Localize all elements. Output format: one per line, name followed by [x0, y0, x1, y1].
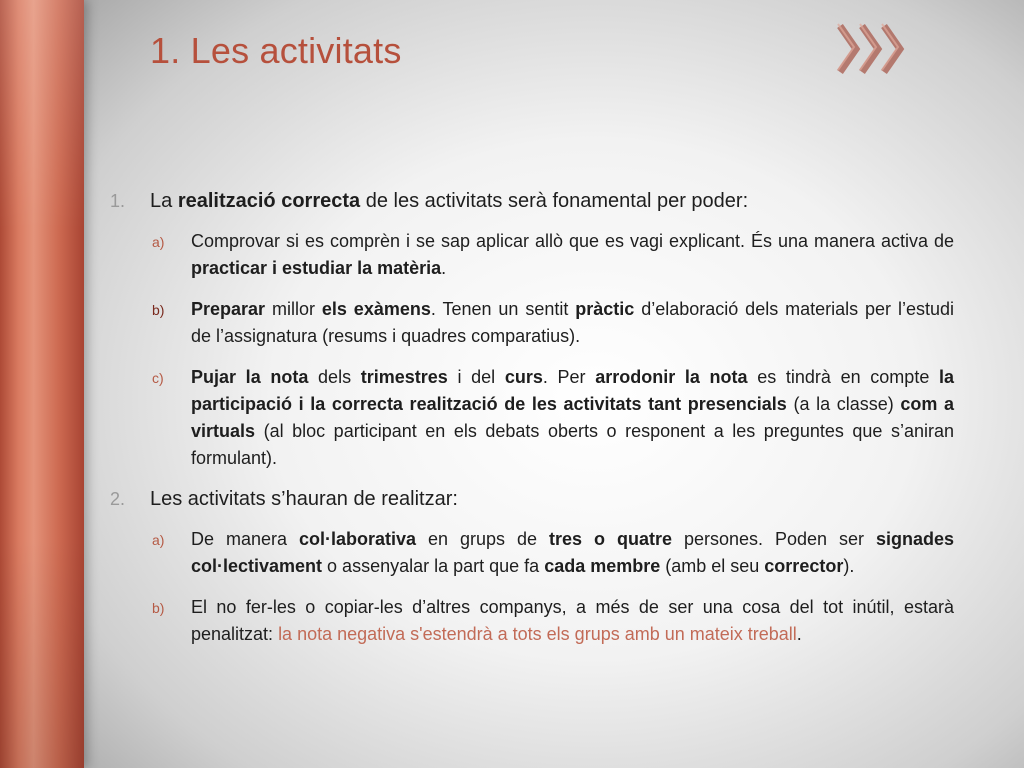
list-number: 1.: [110, 191, 126, 211]
sub-letter: a): [152, 234, 165, 250]
sub-item-2b: b) El no fer-les o copiar-les d’altres companys, a més de ser una cosa del tot inútil, estarà penalitzat: la nota negativa s'estendrà a tots els grups amb un mateix treball.: [152, 597, 954, 644]
decorative-sidebar: [0, 0, 84, 768]
sub-item-1b: b) Preparar millor els exàmens. Tenen un sentit pràctic d’elaboració dels materials per l’estudi de l’assignatura (resums i quadres comparatius).: [152, 299, 954, 346]
list-item-2: 2. Les activitats s’hauran de realitzar:: [110, 488, 458, 510]
penalty-highlight: la nota negativa s'estendrà a tots els grups amb un mateix treball: [278, 624, 797, 644]
sub-letter: c): [152, 370, 164, 386]
sub-letter: b): [152, 302, 165, 318]
sub-item-2a: a) De manera col·laborativa en grups de tres o quatre persones. Poden ser signades col·lectivament o assenyalar la part que fa cada membre (amb el seu corrector).: [152, 529, 955, 576]
list-item-1: 1. La realització correcta de les activitats serà fonamental per poder:: [110, 190, 749, 212]
slide-content: [108, 188, 954, 662]
sub-item-1a: a) Comprovar si es comprèn i se sap aplicar allò que es vagi explicant. És una manera activa de practicar i estudiar la matèria.: [152, 231, 954, 278]
list-number: 2.: [110, 489, 126, 509]
sub-item-1c: c) Pujar la nota dels trimestres i del curs. Per arrodonir la nota es tindrà en compte la participació i la correcta realització de les activitats tant presencials (a la classe) com a virtuals (al bloc participant en els debats oberts o responent a les preguntes que s’aniran formulant).: [152, 367, 955, 468]
sub-letter: a): [152, 532, 165, 548]
slide-title: 1. Les activitats: [150, 30, 402, 71]
triple-chevron-icon: [834, 22, 916, 76]
sub-letter: b): [152, 600, 165, 616]
